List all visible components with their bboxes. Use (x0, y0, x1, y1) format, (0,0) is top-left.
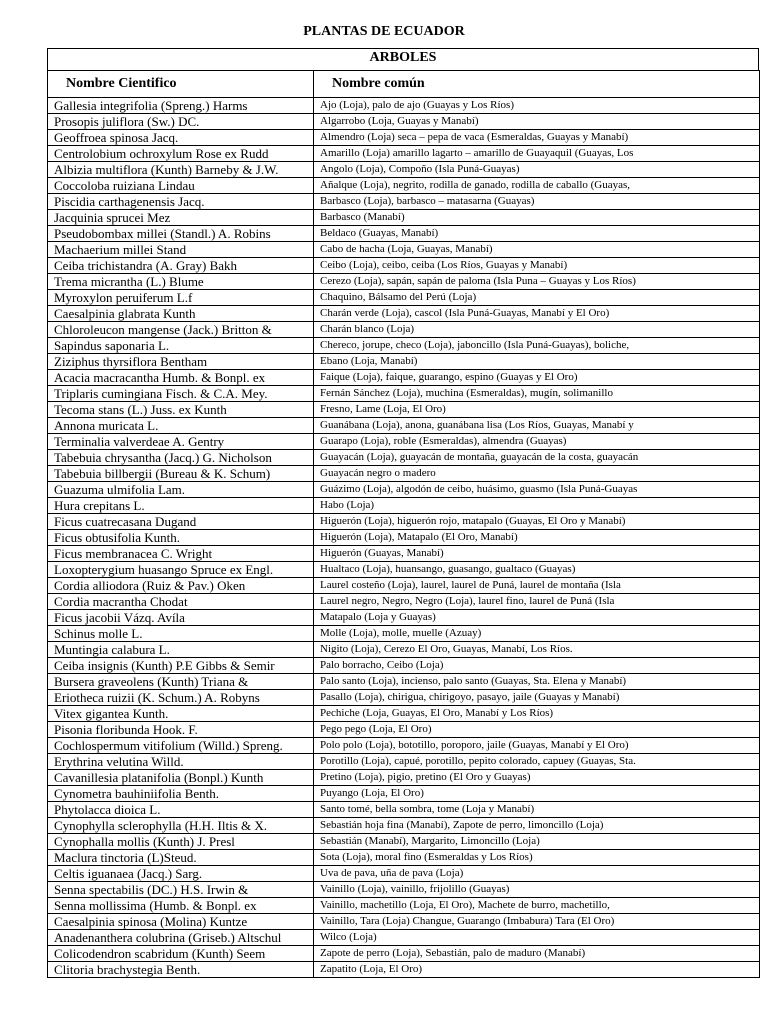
common-name-cell: Uva de pava, uña de pava (Loja) (314, 866, 760, 882)
scientific-name-cell: Tabebuia chrysantha (Jacq.) G. Nicholson (48, 450, 314, 466)
common-name-cell: Laurel negro, Negro, Negro (Loja), laurel fino, laurel de Puná (Isla (314, 594, 760, 610)
common-name-cell: Sebastián hoja fina (Manabí), Zapote de perro, limoncillo (Loja) (314, 818, 760, 834)
common-name-cell: Faique (Loja), faique, guarango, espino (Guayas y El Oro) (314, 370, 760, 386)
scientific-name-cell: Erythrina velutina Willd. (48, 754, 314, 770)
table-row (48, 706, 760, 722)
scientific-name-cell: Caesalpinia glabrata Kunth (48, 306, 314, 322)
table-row (48, 770, 760, 786)
table-row (48, 866, 760, 882)
table-row (48, 434, 760, 450)
common-name-cell: Guarapo (Loja), roble (Esmeraldas), almendra (Guayas) (314, 434, 760, 450)
scientific-name-cell: Chloroleucon mangense (Jack.) Britton & (48, 322, 314, 338)
scientific-name-cell: Muntingia calabura L. (48, 642, 314, 658)
common-name-cell: Chereco, jorupe, checo (Loja), jaboncillo (Isla Puná-Guayas), boliche, (314, 338, 760, 354)
common-name-cell: Angolo (Loja), Compoño (Isla Puná-Guayas) (314, 162, 760, 178)
common-name-cell: Higuerón (Loja), Matapalo (El Oro, Manabí) (314, 530, 760, 546)
scientific-name-cell: Piscidia carthagenensis Jacq. (48, 194, 314, 210)
common-name-cell: Pego pego (Loja, El Oro) (314, 722, 760, 738)
scientific-name-cell: Ficus cuatrecasana Dugand (48, 514, 314, 530)
table-row (48, 626, 760, 642)
table-row (48, 930, 760, 946)
scientific-name-cell: Pseudobombax millei (Standl.) A. Robins (48, 226, 314, 242)
table-row (48, 850, 760, 866)
table-row (48, 786, 760, 802)
scientific-name-cell: Cordia alliodora (Ruiz & Pav.) Oken (48, 578, 314, 594)
table-row (48, 322, 760, 338)
table-row (48, 594, 760, 610)
scientific-name-cell: Annona muricata L. (48, 418, 314, 434)
scientific-name-cell: Cynophalla mollis (Kunth) J. Presl (48, 834, 314, 850)
common-name-cell: Palo santo (Loja), incienso, palo santo (Guayas, Sta. Elena y Manabí) (314, 674, 760, 690)
table-row (48, 258, 760, 274)
common-name-cell: Laurel costeño (Loja), laurel, laurel de Puná, laurel de montaña (Isla (314, 578, 760, 594)
table-row (48, 530, 760, 546)
common-name-cell: Barbasco (Loja), barbasco – matasarna (Guayas) (314, 194, 760, 210)
scientific-name-cell: Gallesia integrifolia (Spreng.) Harms (48, 98, 314, 114)
common-name-cell: Guayacán (Loja), guayacán de montaña, guayacán de la costa, guayacán (314, 450, 760, 466)
document-title: PLANTAS DE ECUADOR (303, 24, 465, 39)
table-row (48, 242, 760, 258)
common-name-cell: Almendro (Loja) seca – pepa de vaca (Esmeraldas, Guayas y Manabí) (314, 130, 760, 146)
scientific-name-cell: Ficus jacobii Vázq. Avíla (48, 610, 314, 626)
scientific-name-cell: Senna spectabilis (DC.) H.S. Irwin & (48, 882, 314, 898)
scientific-name-cell: Bursera graveolens (Kunth) Triana & (48, 674, 314, 690)
scientific-name-cell: Prosopis juliflora (Sw.) DC. (48, 114, 314, 130)
scientific-name-cell: Celtis iguanaea (Jacq.) Sarg. (48, 866, 314, 882)
table-row (48, 882, 760, 898)
table-row (48, 674, 760, 690)
scientific-name-cell: Ziziphus thyrsiflora Bentham (48, 354, 314, 370)
table-row (48, 338, 760, 354)
common-name-cell: Zapatito (Loja, El Oro) (314, 962, 760, 978)
scientific-name-cell: Clitoria brachystegia Benth. (48, 962, 314, 978)
table-row (48, 306, 760, 322)
table-row (48, 274, 760, 290)
scientific-name-cell: Anadenanthera colubrina (Griseb.) Altschul (48, 930, 314, 946)
scientific-name-cell: Ficus membranacea C. Wright (48, 546, 314, 562)
scientific-name-cell: Geoffroea spinosa Jacq. (48, 130, 314, 146)
table-row (48, 834, 760, 850)
scientific-name-cell: Centrolobium ochroxylum Rose ex Rudd (48, 146, 314, 162)
common-name-cell: Vainillo (Loja), vainillo, frijolillo (Guayas) (314, 882, 760, 898)
scientific-name-cell: Tecoma stans (L.) Juss. ex Kunth (48, 402, 314, 418)
scientific-name-cell: Pisonia floribunda Hook. F. (48, 722, 314, 738)
common-name-cell: Higuerón (Loja), higuerón rojo, matapalo (Guayas, El Oro y Manabí) (314, 514, 760, 530)
table-row (48, 578, 760, 594)
table-row (48, 754, 760, 770)
scientific-name-cell: Coccoloba ruiziana Lindau (48, 178, 314, 194)
common-name-cell: Añalque (Loja), negrito, rodilla de ganado, rodilla de caballo (Guayas, (314, 178, 760, 194)
table-row (48, 498, 760, 514)
common-name-cell: Ceibo (Loja), ceibo, ceiba (Los Ríos, Guayas y Manabí) (314, 258, 760, 274)
common-name-cell: Charán blanco (Loja) (314, 322, 760, 338)
table-row (48, 738, 760, 754)
table-row (48, 546, 760, 562)
scientific-name-cell: Terminalia valverdeae A. Gentry (48, 434, 314, 450)
table-row (48, 418, 760, 434)
scientific-name-cell: Triplaris cumingiana Fisch. & C.A. Mey. (48, 386, 314, 402)
common-name-cell: Puyango (Loja, El Oro) (314, 786, 760, 802)
common-name-cell: Habo (Loja) (314, 498, 760, 514)
scientific-name-cell: Machaerium millei Stand (48, 242, 314, 258)
column-header-common: Nombre común (314, 71, 760, 98)
common-name-cell: Higuerón (Guayas, Manabí) (314, 546, 760, 562)
common-name-cell: Sota (Loja), moral fino (Esmeraldas y Los Ríos) (314, 850, 760, 866)
table-row (48, 226, 760, 242)
common-name-cell: Algarrobo (Loja, Guayas y Manabí) (314, 114, 760, 130)
scientific-name-cell: Myroxylon peruiferum L.f (48, 290, 314, 306)
table-row (48, 818, 760, 834)
table-row (48, 370, 760, 386)
common-name-cell: Fernán Sánchez (Loja), muchina (Esmeraldas), mugín, solimanillo (314, 386, 760, 402)
scientific-name-cell: Cavanillesia platanifolia (Bonpl.) Kunth (48, 770, 314, 786)
common-name-cell: Ebano (Loja, Manabí) (314, 354, 760, 370)
table-row (48, 642, 760, 658)
common-name-cell: Sebastián (Manabí), Margarito, Limoncillo (Loja) (314, 834, 760, 850)
scientific-name-cell: Cordia macrantha Chodat (48, 594, 314, 610)
common-name-cell: Guázimo (Loja), algodón de ceibo, huásimo, guasmo (Isla Puná-Guayas (314, 482, 760, 498)
common-name-cell: Cabo de hacha (Loja, Guayas, Manabí) (314, 242, 760, 258)
table-row (48, 690, 760, 706)
scientific-name-cell: Cynometra bauhiniifolia Benth. (48, 786, 314, 802)
scientific-name-cell: Caesalpinia spinosa (Molina) Kuntze (48, 914, 314, 930)
table-row (48, 130, 760, 146)
common-name-cell: Guayacán negro o madero (314, 466, 760, 482)
table-row (48, 178, 760, 194)
scientific-name-cell: Vitex gigantea Kunth. (48, 706, 314, 722)
scientific-name-cell: Hura crepitans L. (48, 498, 314, 514)
table-row (48, 290, 760, 306)
common-name-cell: Fresno, Lame (Loja, El Oro) (314, 402, 760, 418)
table-row (48, 514, 760, 530)
scientific-name-cell: Phytolacca dioica L. (48, 802, 314, 818)
common-name-cell: Pasallo (Loja), chirigua, chirigoyo, pasayo, jaile (Guayas y Manabí) (314, 690, 760, 706)
scientific-name-cell: Sapindus saponaria L. (48, 338, 314, 354)
common-name-cell: Cerezo (Loja), sapán, sapán de paloma (Isla Puna – Guayas y Los Ríos) (314, 274, 760, 290)
common-name-cell: Chaquino, Bálsamo del Perú (Loja) (314, 290, 760, 306)
table-row (48, 962, 760, 978)
scientific-name-cell: Ficus obtusifolia Kunth. (48, 530, 314, 546)
scientific-name-cell: Albizia multiflora (Kunth) Barneby & J.W. (48, 162, 314, 178)
common-name-cell: Pechiche (Loja, Guayas, El Oro, Manabí y Los Ríos) (314, 706, 760, 722)
scientific-name-cell: Schinus molle L. (48, 626, 314, 642)
scientific-name-cell: Colicodendron scabridum (Kunth) Seem (48, 946, 314, 962)
scientific-name-cell: Loxopterygium huasango Spruce ex Engl. (48, 562, 314, 578)
table-header-row (48, 71, 760, 98)
common-name-cell: Hualtaco (Loja), huansango, guasango, gualtaco (Guayas) (314, 562, 760, 578)
table-row (48, 210, 760, 226)
scientific-name-cell: Maclura tinctoria (L)Steud. (48, 850, 314, 866)
scientific-name-cell: Tabebuia billbergii (Bureau & K. Schum) (48, 466, 314, 482)
table-row (48, 162, 760, 178)
scientific-name-cell: Guazuma ulmifolia Lam. (48, 482, 314, 498)
common-name-cell: Molle (Loja), molle, muelle (Azuay) (314, 626, 760, 642)
common-name-cell: Amarillo (Loja) amarillo lagarto – amarillo de Guayaquil (Guayas, Los (314, 146, 760, 162)
common-name-cell: Ajo (Loja), palo de ajo (Guayas y Los Ríos) (314, 98, 760, 114)
column-header-scientific: Nombre Cientifico (48, 71, 314, 98)
scientific-name-cell: Cochlospermum vitifolium (Willd.) Spreng. (48, 738, 314, 754)
scientific-name-cell: Acacia macracantha Humb. & Bonpl. ex (48, 370, 314, 386)
scientific-name-cell: Eriotheca ruizii (K. Schum.) A. Robyns (48, 690, 314, 706)
scientific-name-cell: Trema micrantha (L.) Blume (48, 274, 314, 290)
table-row (48, 402, 760, 418)
table-row (48, 146, 760, 162)
scientific-name-cell: Jacquinia sprucei Mez (48, 210, 314, 226)
table-row (48, 114, 760, 130)
scientific-name-cell: Senna mollissima (Humb. & Bonpl. ex (48, 898, 314, 914)
common-name-cell: Wilco (Loja) (314, 930, 760, 946)
table-row (48, 466, 760, 482)
table-row (48, 610, 760, 626)
table-row (48, 194, 760, 210)
common-name-cell: Polo polo (Loja), bototillo, poroporo, jaile (Guayas, Manabí y El Oro) (314, 738, 760, 754)
common-name-cell: Beldaco (Guayas, Manabí) (314, 226, 760, 242)
common-name-cell: Palo borracho, Ceibo (Loja) (314, 658, 760, 674)
table-row (48, 946, 760, 962)
table-row (48, 98, 760, 114)
table-row (48, 450, 760, 466)
table-row (48, 354, 760, 370)
table-row (48, 386, 760, 402)
common-name-cell: Santo tomé, bella sombra, tome (Loja y Manabí) (314, 802, 760, 818)
common-name-cell: Vainillo, machetillo (Loja, El Oro), Machete de burro, machetillo, (314, 898, 760, 914)
common-name-cell: Nigito (Loja), Cerezo El Oro, Guayas, Manabí, Los Ríos. (314, 642, 760, 658)
table-row (48, 898, 760, 914)
common-name-cell: Barbasco (Manabí) (314, 210, 760, 226)
table-row (48, 802, 760, 818)
scientific-name-cell: Ceiba insignis (Kunth) P.E Gibbs & Semir (48, 658, 314, 674)
common-name-cell: Vainillo, Tara (Loja) Changue, Guarango (Imbabura) Tara (El Oro) (314, 914, 760, 930)
common-name-cell: Porotillo (Loja), capué, porotillo, pepito colorado, capuey (Guayas, Sta. (314, 754, 760, 770)
common-name-cell: Charán verde (Loja), cascol (Isla Puná-Guayas, Manabí y El Oro) (314, 306, 760, 322)
table-row (48, 914, 760, 930)
common-name-cell: Zapote de perro (Loja), Sebastián, palo de maduro (Manabí) (314, 946, 760, 962)
table-row (48, 722, 760, 738)
scientific-name-cell: Ceiba trichistandra (A. Gray) Bakh (48, 258, 314, 274)
table-row (48, 482, 760, 498)
plants-table (47, 70, 760, 978)
common-name-cell: Pretino (Loja), pigio, pretino (El Oro y Guayas) (314, 770, 760, 786)
section-title: ARBOLES (47, 48, 759, 70)
table-row (48, 562, 760, 578)
table-row (48, 658, 760, 674)
common-name-cell: Guanábana (Loja), anona, guanábana lisa (Los Ríos, Guayas, Manabí y (314, 418, 760, 434)
common-name-cell: Matapalo (Loja y Guayas) (314, 610, 760, 626)
scientific-name-cell: Cynophylla sclerophylla (H.H. Iltis & X. (48, 818, 314, 834)
